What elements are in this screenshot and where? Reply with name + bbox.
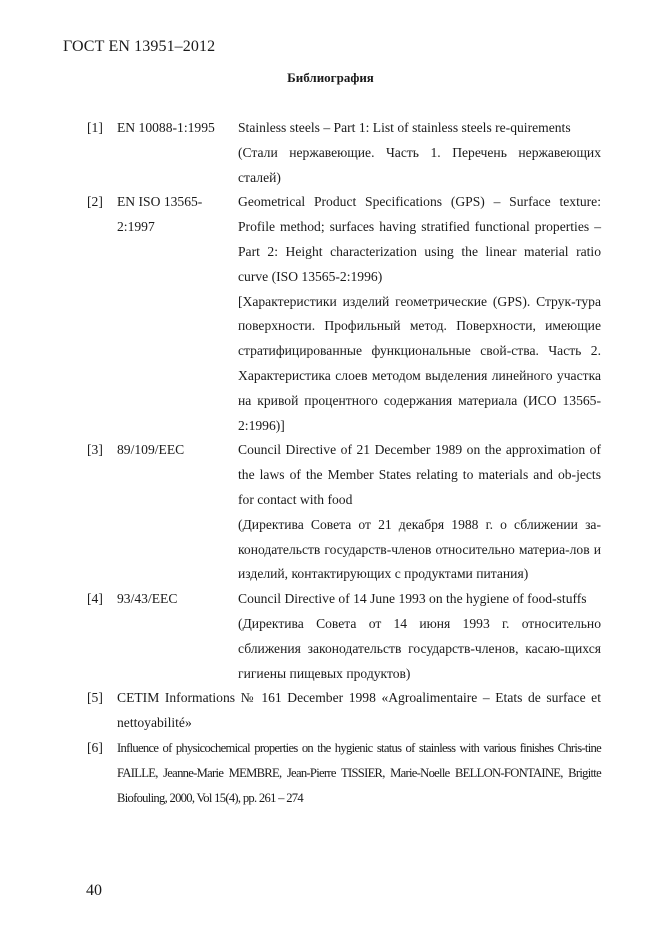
entry-text-en: Council Directive of 14 June 1993 on the hygiene of food-stuffs	[238, 591, 587, 607]
entry-code: EN ISO 13565-2:1997	[117, 194, 203, 235]
page-title: Библиография	[287, 70, 374, 85]
bibliography-entry	[0, 686, 661, 736]
entry-text: Influence of physicochemical properties on the hygienic status of stainless with various finishes Chris-tine FAILLE, Jeanne-Marie MEMBRE, Jean-Pierre TISSIER, Marie-Noelle BELLON-FONTAINE, Brigitte Biofouling, 2000, Vol 15(4), pp. 261 – 274	[117, 740, 601, 805]
entry-text-en: Geometrical Product Specifications (GPS) – Surface texture: Profile method; surfaces having stratified functional properties – Part 2: Height characterization using the linear material ratio curve (ISO 13565-2:1996)	[238, 194, 601, 284]
page-number: 40	[86, 882, 102, 899]
entry-text-ru: (Стали нержавеющие. Часть 1. Перечень нержавеющих сталей)	[238, 144, 601, 185]
entry-description	[238, 587, 601, 686]
entry-text: CETIM Informations № 161 December 1998 «Agroalimentaire – Etats de surface et nettoyabilité»	[117, 690, 601, 731]
document-code-header: ГОСТ EN 13951–2012	[63, 38, 216, 55]
entry-text-ru: (Директива Совета от 14 июня 1993 г. относительно сближения законодательств государств-членов, касаю-щихся гигиены пищевых продуктов)	[238, 615, 601, 681]
entry-description	[238, 190, 601, 438]
entry-number: [2]	[87, 194, 103, 210]
bibliography-entry	[0, 587, 661, 686]
entry-description	[238, 438, 601, 587]
bibliography-list	[0, 116, 661, 810]
entry-code: 89/109/EEC	[117, 442, 185, 458]
entry-description	[238, 116, 601, 190]
entry-text-ru: [Характеристики изделий геометрические (GPS). Струк-тура поверхности. Профильный метод. Поверхности, имеющие стратифицированные функциональные свой-ства. Часть 2. Характеристика слоев методом выделения линейного участка на кривой процентного содержания материала (ИСО 13565-2:1996)]	[238, 293, 601, 433]
entry-code: EN 10088-1:1995	[117, 120, 215, 135]
entry-number: [6]	[87, 739, 103, 755]
entry-number: [4]	[87, 591, 103, 607]
entry-text-en: Stainless steels – Part 1: List of stainless steels re-quirements	[238, 120, 571, 135]
entry-code: 93/43/EEC	[117, 591, 178, 607]
bibliography-entry	[0, 438, 661, 587]
entry-text-en: Council Directive of 21 December 1989 on the approximation of the laws of the Member States relating to materials and ob-jects for contact with food	[238, 442, 601, 507]
entry-number: [3]	[87, 442, 103, 458]
entry-number: [1]	[87, 120, 103, 135]
bibliography-entry	[0, 190, 661, 438]
bibliography-entry	[0, 116, 661, 190]
entry-text-ru: (Директива Совета от 21 декабря 1988 г. о сближении за-конодательств государств-членов относительно материа-лов и изделий, контактирующих с продуктами питания)	[238, 516, 601, 582]
entry-number: [5]	[87, 690, 103, 706]
bibliography-entry	[0, 736, 661, 810]
